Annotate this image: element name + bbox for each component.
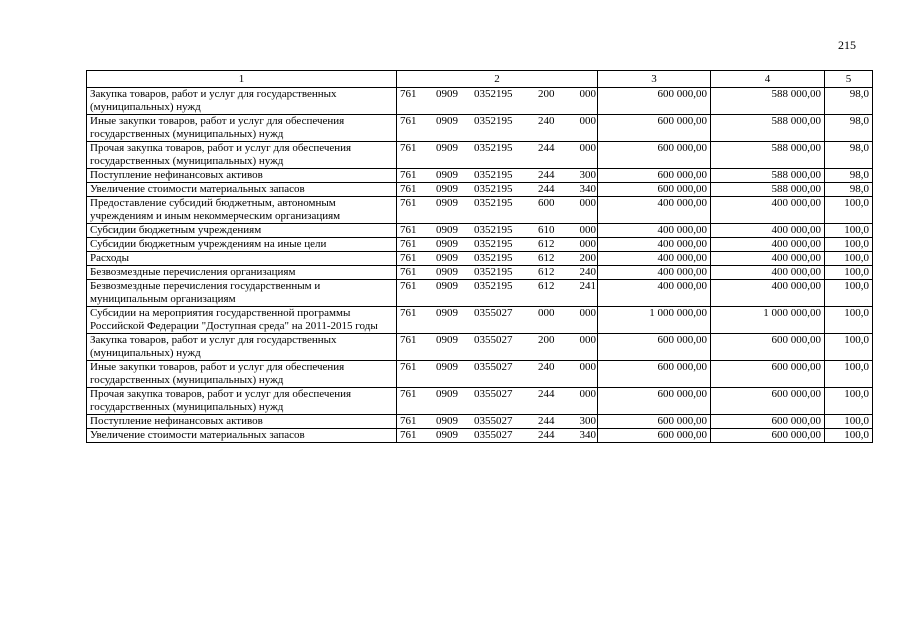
section-code: 0909 bbox=[436, 197, 458, 209]
row-percent: 100,0 bbox=[825, 252, 873, 266]
row-codes bbox=[397, 307, 598, 334]
expense-type-code: 244 bbox=[538, 169, 555, 181]
row-actual-amount: 588 000,00 bbox=[711, 183, 825, 197]
admin-code: 761 bbox=[400, 266, 417, 278]
row-actual-amount: 400 000,00 bbox=[711, 252, 825, 266]
row-percent: 100,0 bbox=[825, 415, 873, 429]
row-plan-amount: 600 000,00 bbox=[598, 361, 711, 388]
admin-code: 761 bbox=[400, 415, 417, 427]
row-name: Прочая закупка товаров, работ и услуг для обеспечения государственных (муниципальных) нужд bbox=[87, 388, 397, 415]
kosgu-code: 000 bbox=[579, 224, 596, 236]
expense-type-code: 612 bbox=[538, 266, 555, 278]
expense-type-code: 244 bbox=[538, 388, 555, 400]
section-code: 0909 bbox=[436, 334, 458, 346]
section-code: 0909 bbox=[436, 88, 458, 100]
row-codes bbox=[397, 361, 598, 388]
table-row bbox=[87, 183, 873, 197]
row-name: Субсидии бюджетным учреждениям bbox=[87, 224, 397, 238]
table-row bbox=[87, 197, 873, 224]
admin-code: 761 bbox=[400, 334, 417, 346]
section-code: 0909 bbox=[436, 142, 458, 154]
row-percent: 98,0 bbox=[825, 142, 873, 169]
row-actual-amount: 600 000,00 bbox=[711, 361, 825, 388]
row-plan-amount: 400 000,00 bbox=[598, 280, 711, 307]
row-codes bbox=[397, 429, 598, 443]
table-row bbox=[87, 388, 873, 415]
expense-type-code: 612 bbox=[538, 252, 555, 264]
row-codes bbox=[397, 266, 598, 280]
table-body bbox=[87, 88, 873, 443]
row-name: Расходы bbox=[87, 252, 397, 266]
table-row bbox=[87, 169, 873, 183]
kosgu-code: 000 bbox=[579, 334, 596, 346]
row-name: Увеличение стоимости материальных запасов bbox=[87, 429, 397, 443]
row-percent: 98,0 bbox=[825, 169, 873, 183]
expense-type-code: 612 bbox=[538, 280, 555, 292]
kosgu-code: 000 bbox=[579, 238, 596, 250]
expense-type-code: 240 bbox=[538, 361, 555, 373]
section-code: 0909 bbox=[436, 280, 458, 292]
row-percent: 100,0 bbox=[825, 388, 873, 415]
header-col-1: 1 bbox=[87, 71, 397, 88]
row-actual-amount: 588 000,00 bbox=[711, 88, 825, 115]
table-row bbox=[87, 334, 873, 361]
row-actual-amount: 400 000,00 bbox=[711, 224, 825, 238]
header-col-2: 2 bbox=[397, 71, 598, 88]
expense-type-code: 240 bbox=[538, 115, 555, 127]
admin-code: 761 bbox=[400, 252, 417, 264]
row-name: Безвозмездные перечисления государственным и муниципальным организациям bbox=[87, 280, 397, 307]
page-number: 215 bbox=[838, 38, 856, 52]
row-actual-amount: 600 000,00 bbox=[711, 388, 825, 415]
row-percent: 100,0 bbox=[825, 334, 873, 361]
admin-code: 761 bbox=[400, 197, 417, 209]
section-code: 0909 bbox=[436, 307, 458, 319]
kosgu-code: 340 bbox=[579, 183, 596, 195]
target-code: 0352195 bbox=[474, 142, 513, 154]
row-percent: 100,0 bbox=[825, 307, 873, 334]
row-codes bbox=[397, 197, 598, 224]
row-name: Безвозмездные перечисления организациям bbox=[87, 266, 397, 280]
row-actual-amount: 600 000,00 bbox=[711, 429, 825, 443]
target-code: 0352195 bbox=[474, 224, 513, 236]
target-code: 0352195 bbox=[474, 197, 513, 209]
row-codes bbox=[397, 334, 598, 361]
row-actual-amount: 400 000,00 bbox=[711, 197, 825, 224]
row-codes bbox=[397, 183, 598, 197]
admin-code: 761 bbox=[400, 142, 417, 154]
kosgu-code: 200 bbox=[579, 252, 596, 264]
target-code: 0355027 bbox=[474, 415, 513, 427]
target-code: 0355027 bbox=[474, 429, 513, 441]
admin-code: 761 bbox=[400, 183, 417, 195]
row-codes bbox=[397, 388, 598, 415]
table-row bbox=[87, 224, 873, 238]
row-percent: 100,0 bbox=[825, 266, 873, 280]
kosgu-code: 240 bbox=[579, 266, 596, 278]
expense-type-code: 610 bbox=[538, 224, 555, 236]
section-code: 0909 bbox=[436, 238, 458, 250]
row-plan-amount: 600 000,00 bbox=[598, 429, 711, 443]
section-code: 0909 bbox=[436, 224, 458, 236]
admin-code: 761 bbox=[400, 238, 417, 250]
row-percent: 98,0 bbox=[825, 115, 873, 142]
target-code: 0355027 bbox=[474, 388, 513, 400]
admin-code: 761 bbox=[400, 169, 417, 181]
row-name: Увеличение стоимости материальных запасов bbox=[87, 183, 397, 197]
row-codes bbox=[397, 415, 598, 429]
admin-code: 761 bbox=[400, 361, 417, 373]
target-code: 0352195 bbox=[474, 238, 513, 250]
table-row bbox=[87, 238, 873, 252]
section-code: 0909 bbox=[436, 252, 458, 264]
admin-code: 761 bbox=[400, 388, 417, 400]
row-plan-amount: 400 000,00 bbox=[598, 197, 711, 224]
table-row bbox=[87, 280, 873, 307]
table-row bbox=[87, 252, 873, 266]
header-col-4: 4 bbox=[711, 71, 825, 88]
row-plan-amount: 600 000,00 bbox=[598, 183, 711, 197]
row-codes bbox=[397, 142, 598, 169]
row-name: Поступление нефинансовых активов bbox=[87, 169, 397, 183]
kosgu-code: 300 bbox=[579, 415, 596, 427]
row-name: Предоставление субсидий бюджетным, автономным учреждениям и иным некоммерческим организациям bbox=[87, 197, 397, 224]
row-name: Иные закупки товаров, работ и услуг для обеспечения государственных (муниципальных) нужд bbox=[87, 361, 397, 388]
row-plan-amount: 600 000,00 bbox=[598, 142, 711, 169]
kosgu-code: 000 bbox=[579, 142, 596, 154]
section-code: 0909 bbox=[436, 415, 458, 427]
expense-type-code: 200 bbox=[538, 88, 555, 100]
row-name: Поступление нефинансовых активов bbox=[87, 415, 397, 429]
section-code: 0909 bbox=[436, 183, 458, 195]
section-code: 0909 bbox=[436, 429, 458, 441]
kosgu-code: 340 bbox=[579, 429, 596, 441]
row-codes bbox=[397, 238, 598, 252]
row-plan-amount: 600 000,00 bbox=[598, 88, 711, 115]
admin-code: 761 bbox=[400, 280, 417, 292]
row-name: Иные закупки товаров, работ и услуг для обеспечения государственных (муниципальных) нужд bbox=[87, 115, 397, 142]
target-code: 0352195 bbox=[474, 88, 513, 100]
row-actual-amount: 600 000,00 bbox=[711, 334, 825, 361]
target-code: 0352195 bbox=[474, 252, 513, 264]
table-row bbox=[87, 266, 873, 280]
table-row bbox=[87, 88, 873, 115]
table-row bbox=[87, 115, 873, 142]
row-codes bbox=[397, 252, 598, 266]
expense-type-code: 000 bbox=[538, 307, 555, 319]
kosgu-code: 000 bbox=[579, 88, 596, 100]
section-code: 0909 bbox=[436, 169, 458, 181]
table-row bbox=[87, 307, 873, 334]
admin-code: 761 bbox=[400, 307, 417, 319]
row-plan-amount: 400 000,00 bbox=[598, 224, 711, 238]
table-row bbox=[87, 429, 873, 443]
row-percent: 100,0 bbox=[825, 280, 873, 307]
row-percent: 100,0 bbox=[825, 361, 873, 388]
row-codes bbox=[397, 280, 598, 307]
expense-type-code: 200 bbox=[538, 334, 555, 346]
section-code: 0909 bbox=[436, 266, 458, 278]
target-code: 0352195 bbox=[474, 266, 513, 278]
table-row bbox=[87, 415, 873, 429]
row-name: Закупка товаров, работ и услуг для государственных (муниципальных) нужд bbox=[87, 88, 397, 115]
admin-code: 761 bbox=[400, 429, 417, 441]
kosgu-code: 000 bbox=[579, 307, 596, 319]
expense-type-code: 244 bbox=[538, 429, 555, 441]
row-actual-amount: 400 000,00 bbox=[711, 280, 825, 307]
admin-code: 761 bbox=[400, 115, 417, 127]
row-actual-amount: 400 000,00 bbox=[711, 238, 825, 252]
target-code: 0355027 bbox=[474, 307, 513, 319]
row-percent: 100,0 bbox=[825, 238, 873, 252]
row-actual-amount: 600 000,00 bbox=[711, 415, 825, 429]
row-actual-amount: 400 000,00 bbox=[711, 266, 825, 280]
row-percent: 98,0 bbox=[825, 88, 873, 115]
expense-type-code: 244 bbox=[538, 415, 555, 427]
admin-code: 761 bbox=[400, 88, 417, 100]
row-plan-amount: 600 000,00 bbox=[598, 388, 711, 415]
row-codes bbox=[397, 88, 598, 115]
row-name: Субсидии на мероприятия государственной программы Российской Федерации "Доступная среда" на 2011-2015 годы bbox=[87, 307, 397, 334]
target-code: 0355027 bbox=[474, 361, 513, 373]
expense-type-code: 244 bbox=[538, 142, 555, 154]
section-code: 0909 bbox=[436, 388, 458, 400]
target-code: 0352195 bbox=[474, 280, 513, 292]
admin-code: 761 bbox=[400, 224, 417, 236]
row-plan-amount: 600 000,00 bbox=[598, 334, 711, 361]
kosgu-code: 300 bbox=[579, 169, 596, 181]
row-codes bbox=[397, 224, 598, 238]
header-row bbox=[87, 71, 873, 88]
row-actual-amount: 588 000,00 bbox=[711, 142, 825, 169]
section-code: 0909 bbox=[436, 361, 458, 373]
row-actual-amount: 1 000 000,00 bbox=[711, 307, 825, 334]
table-row bbox=[87, 142, 873, 169]
header-col-3: 3 bbox=[598, 71, 711, 88]
row-name: Прочая закупка товаров, работ и услуг для обеспечения государственных (муниципальных) нужд bbox=[87, 142, 397, 169]
kosgu-code: 000 bbox=[579, 388, 596, 400]
row-percent: 100,0 bbox=[825, 224, 873, 238]
row-name: Закупка товаров, работ и услуг для государственных (муниципальных) нужд bbox=[87, 334, 397, 361]
row-percent: 100,0 bbox=[825, 429, 873, 443]
kosgu-code: 000 bbox=[579, 115, 596, 127]
row-actual-amount: 588 000,00 bbox=[711, 169, 825, 183]
row-plan-amount: 400 000,00 bbox=[598, 252, 711, 266]
expense-type-code: 612 bbox=[538, 238, 555, 250]
expense-type-code: 244 bbox=[538, 183, 555, 195]
row-actual-amount: 588 000,00 bbox=[711, 115, 825, 142]
budget-table bbox=[86, 70, 873, 443]
row-plan-amount: 600 000,00 bbox=[598, 415, 711, 429]
row-codes bbox=[397, 169, 598, 183]
kosgu-code: 000 bbox=[579, 197, 596, 209]
row-percent: 100,0 bbox=[825, 197, 873, 224]
row-plan-amount: 1 000 000,00 bbox=[598, 307, 711, 334]
expense-type-code: 600 bbox=[538, 197, 555, 209]
row-plan-amount: 400 000,00 bbox=[598, 266, 711, 280]
row-plan-amount: 600 000,00 bbox=[598, 115, 711, 142]
target-code: 0352195 bbox=[474, 115, 513, 127]
kosgu-code: 241 bbox=[579, 280, 596, 292]
row-codes bbox=[397, 115, 598, 142]
kosgu-code: 000 bbox=[579, 361, 596, 373]
table-row bbox=[87, 361, 873, 388]
row-plan-amount: 600 000,00 bbox=[598, 169, 711, 183]
row-percent: 98,0 bbox=[825, 183, 873, 197]
section-code: 0909 bbox=[436, 115, 458, 127]
target-code: 0352195 bbox=[474, 183, 513, 195]
header-col-5: 5 bbox=[825, 71, 873, 88]
target-code: 0352195 bbox=[474, 169, 513, 181]
row-plan-amount: 400 000,00 bbox=[598, 238, 711, 252]
row-name: Субсидии бюджетным учреждениям на иные цели bbox=[87, 238, 397, 252]
target-code: 0355027 bbox=[474, 334, 513, 346]
